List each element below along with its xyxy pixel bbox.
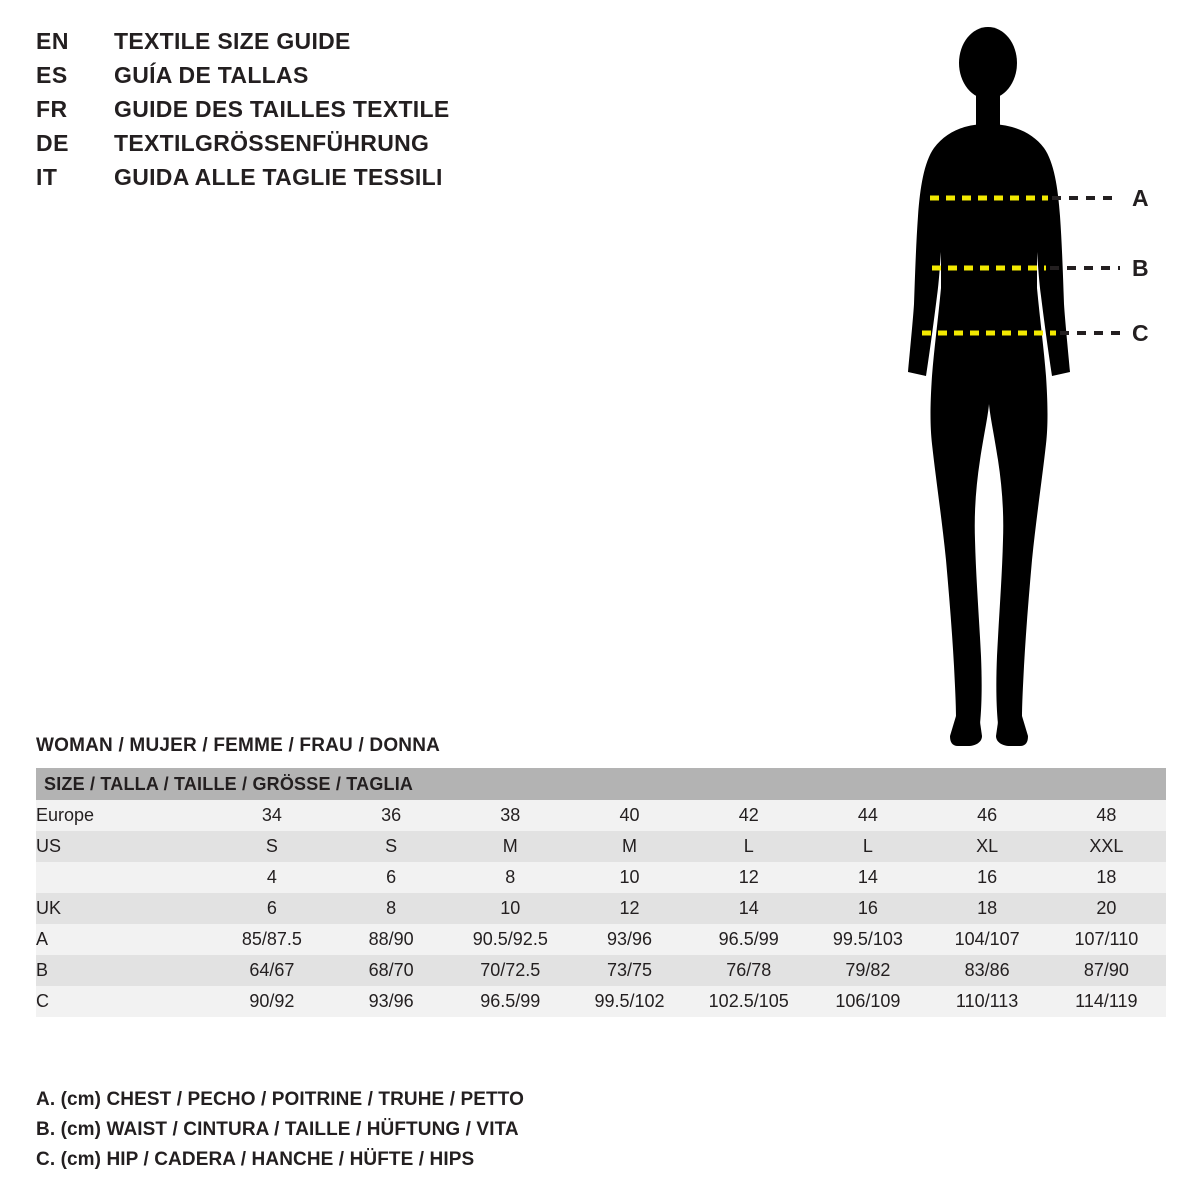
- table-row: [36, 924, 1166, 955]
- table-cell: 12: [570, 893, 689, 924]
- table-row: [36, 862, 1166, 893]
- table-cell: 114/119: [1047, 986, 1166, 1017]
- table-cell: 64/67: [212, 955, 331, 986]
- row-label: C: [36, 986, 212, 1017]
- table-cell: 73/75: [570, 955, 689, 986]
- table-cell: 42: [689, 800, 808, 831]
- table-cell: 76/78: [689, 955, 808, 986]
- table-cell: 40: [570, 800, 689, 831]
- table-cell: 4: [212, 862, 331, 893]
- table-cell: 99.5/103: [808, 924, 927, 955]
- table-row: [36, 800, 1166, 831]
- table-cell: 88/90: [332, 924, 451, 955]
- table-cell: L: [689, 831, 808, 862]
- table-cell: 6: [332, 862, 451, 893]
- table-cell: 70/72.5: [451, 955, 570, 986]
- table-header-cell: SIZE / TALLA / TAILLE / GRÖSSE / TAGLIA: [36, 768, 1166, 800]
- table-cell: 14: [808, 862, 927, 893]
- table-cell: 16: [928, 862, 1047, 893]
- language-row: [36, 96, 556, 130]
- table-cell: 46: [928, 800, 1047, 831]
- table-cell: 18: [1047, 862, 1166, 893]
- table-cell: 104/107: [928, 924, 1047, 955]
- table-cell: 10: [570, 862, 689, 893]
- marker-label-a: A: [1132, 185, 1149, 211]
- row-label: A: [36, 924, 212, 955]
- table-cell: 44: [808, 800, 927, 831]
- table-row: [36, 893, 1166, 924]
- table-cell: 10: [451, 893, 570, 924]
- table-row: [36, 986, 1166, 1017]
- silhouette-svg: [860, 20, 1180, 750]
- table-cell: 102.5/105: [689, 986, 808, 1017]
- language-row: [36, 130, 556, 164]
- language-title: TEXTILGRÖSSENFÜHRUNG: [114, 130, 430, 156]
- table-header-row: [36, 768, 1166, 800]
- row-label: Europe: [36, 800, 212, 831]
- language-title: TEXTILE SIZE GUIDE: [114, 28, 351, 54]
- table-cell: S: [332, 831, 451, 862]
- table-cell: 14: [689, 893, 808, 924]
- table-cell: 90/92: [212, 986, 331, 1017]
- table-cell: 18: [928, 893, 1047, 924]
- body-shape: [908, 27, 1070, 746]
- size-table: [36, 768, 1166, 1017]
- legend-note-c: C. (cm) HIP / CADERA / HANCHE / HÜFTE / HIPS: [36, 1149, 475, 1170]
- table-cell: 110/113: [928, 986, 1047, 1017]
- table-cell: XL: [928, 831, 1047, 862]
- size-table-block: [36, 735, 1166, 1017]
- language-code: IT: [36, 164, 58, 190]
- table-cell: 34: [212, 800, 331, 831]
- table-cell: S: [212, 831, 331, 862]
- table-cell: 99.5/102: [570, 986, 689, 1017]
- row-label: B: [36, 955, 212, 986]
- language-row: [36, 164, 556, 198]
- language-code: ES: [36, 62, 68, 88]
- language-code: FR: [36, 96, 68, 122]
- table-cell: 106/109: [808, 986, 927, 1017]
- table-cell: 8: [332, 893, 451, 924]
- table-cell: 6: [212, 893, 331, 924]
- row-label: UK: [36, 893, 212, 924]
- language-title-list: [36, 28, 556, 198]
- table-cell: 87/90: [1047, 955, 1166, 986]
- marker-label-b: B: [1132, 255, 1149, 281]
- language-title: GUIDE DES TAILLES TEXTILE: [114, 96, 450, 122]
- table-cell: 38: [451, 800, 570, 831]
- table-cell: 20: [1047, 893, 1166, 924]
- table-cell: 68/70: [332, 955, 451, 986]
- table-cell: 79/82: [808, 955, 927, 986]
- table-cell: 8: [451, 862, 570, 893]
- language-title: GUÍA DE TALLAS: [114, 62, 309, 88]
- table-cell: 12: [689, 862, 808, 893]
- legend-note-a: A. (cm) CHEST / PECHO / POITRINE / TRUHE / PETTO: [36, 1089, 524, 1110]
- table-row: [36, 831, 1166, 862]
- table-cell: 83/86: [928, 955, 1047, 986]
- row-label: [36, 862, 212, 893]
- measurement-legend: [36, 1085, 836, 1175]
- table-row: [36, 955, 1166, 986]
- table-cell: 48: [1047, 800, 1166, 831]
- table-cell: 93/96: [570, 924, 689, 955]
- table-cell: L: [808, 831, 927, 862]
- table-cell: M: [451, 831, 570, 862]
- table-cell: M: [570, 831, 689, 862]
- table-cell: 96.5/99: [689, 924, 808, 955]
- table-cell: 93/96: [332, 986, 451, 1017]
- legend-note-b: B. (cm) WAIST / CINTURA / TAILLE / HÜFTUNG / VITA: [36, 1119, 519, 1140]
- language-row: [36, 62, 556, 96]
- language-title: GUIDA ALLE TAGLIE TESSILI: [114, 164, 443, 190]
- table-cell: 16: [808, 893, 927, 924]
- table-cell: 90.5/92.5: [451, 924, 570, 955]
- table-cell: 36: [332, 800, 451, 831]
- table-cell: 107/110: [1047, 924, 1166, 955]
- table-cell: 96.5/99: [451, 986, 570, 1017]
- table-cell: XXL: [1047, 831, 1166, 862]
- row-label: US: [36, 831, 212, 862]
- language-code: DE: [36, 130, 69, 156]
- marker-label-c: C: [1132, 320, 1149, 346]
- female-silhouette-figure: [860, 20, 1180, 750]
- group-label: WOMAN / MUJER / FEMME / FRAU / DONNA: [36, 735, 441, 756]
- table-cell: 85/87.5: [212, 924, 331, 955]
- language-row: [36, 28, 556, 62]
- language-code: EN: [36, 28, 69, 54]
